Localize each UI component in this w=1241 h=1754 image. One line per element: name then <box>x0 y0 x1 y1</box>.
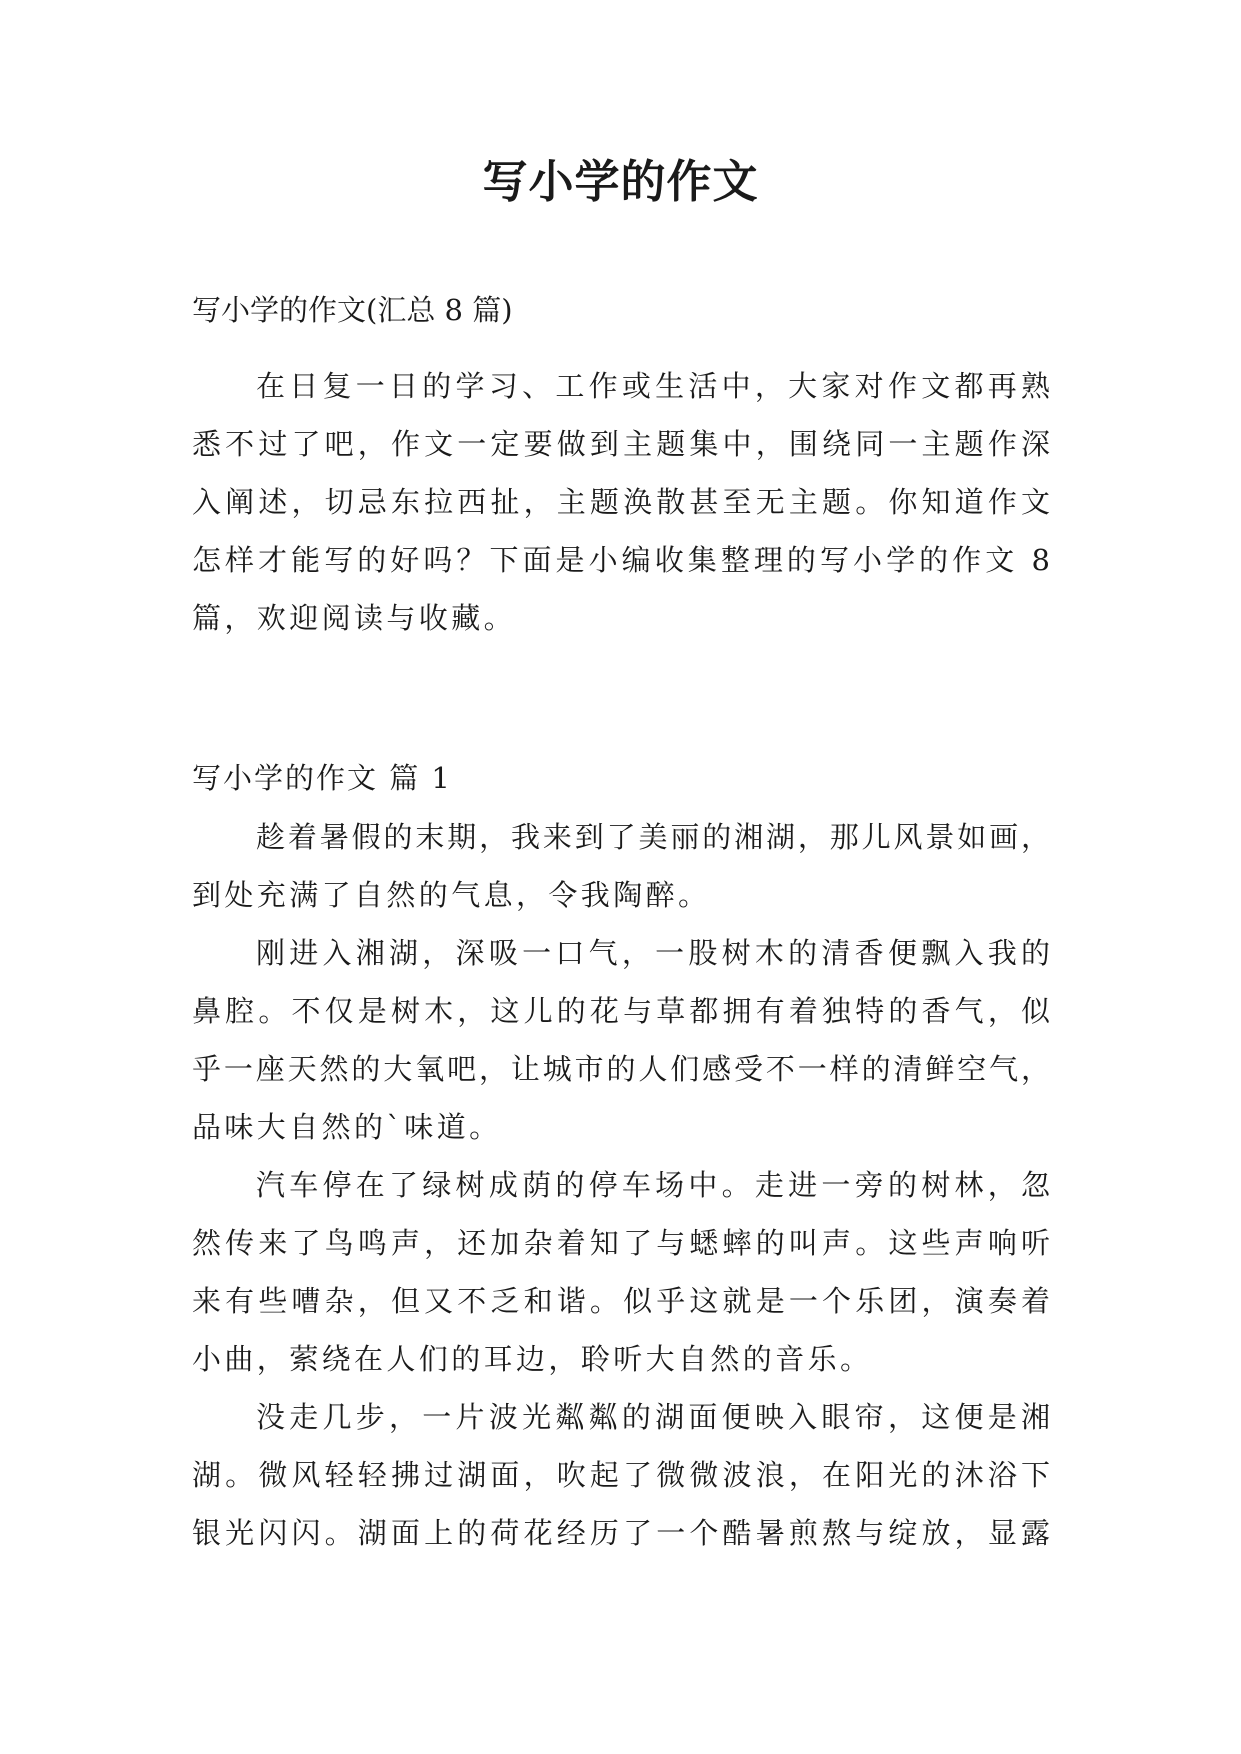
intro-line: 在日复一日的学习、工作或生活中，大家对作文都再熟 <box>256 369 1050 403</box>
body-line: 乎一座天然的大氧吧，让城市的人们感受不一样的清鲜空气， <box>192 1052 1050 1086</box>
body-line: 小曲，萦绕在人们的耳边，聆听大自然的音乐。 <box>192 1342 873 1376</box>
intro-line: 入阐述，切忌东拉西扯，主题涣散甚至无主题。你知道作文 <box>192 485 1050 519</box>
body-line: 湖。微风轻轻拂过湖面，吹起了微微波浪，在阳光的沐浴下 <box>192 1458 1050 1492</box>
intro-line: 悉不过了吧，作文一定要做到主题集中，围绕同一主题作深 <box>192 427 1050 461</box>
body-line: 来有些嘈杂，但又不乏和谐。似乎这就是一个乐团，演奏着 <box>192 1284 1050 1318</box>
intro-line: 篇，欢迎阅读与收藏。 <box>192 601 517 635</box>
body-line: 趁着暑假的末期，我来到了美丽的湘湖，那儿风景如画， <box>256 820 1050 854</box>
body-line: 到处充满了自然的气息，令我陶醉。 <box>192 878 711 912</box>
document-subtitle: 写小学的作文(汇总 8 篇) <box>192 293 513 327</box>
body-line: 银光闪闪。湖面上的荷花经历了一个酷暑煎熬与绽放，显露 <box>192 1516 1050 1550</box>
body-line: 品味大自然的`味道。 <box>192 1110 502 1144</box>
body-line: 然传来了鸟鸣声，还加杂着知了与蟋蟀的叫声。这些声响听 <box>192 1226 1050 1260</box>
essay-body <box>192 808 1050 1562</box>
document-title: 写小学的作文 <box>482 155 759 208</box>
body-line: 鼻腔。不仅是树木，这儿的花与草都拥有着独特的香气，似 <box>192 994 1050 1028</box>
body-line: 没走几步，一片波光粼粼的湖面便映入眼帘，这便是湘 <box>256 1400 1050 1434</box>
body-line: 刚进入湘湖，深吸一口气，一股树木的清香便飘入我的 <box>256 936 1050 970</box>
body-line: 汽车停在了绿树成荫的停车场中。走进一旁的树林，忽 <box>256 1168 1050 1202</box>
intro-line: 怎样才能写的好吗？下面是小编收集整理的写小学的作文 8 <box>192 543 1050 577</box>
section-heading: 写小学的作文 篇 1 <box>192 761 452 795</box>
intro-paragraph <box>192 357 1050 647</box>
